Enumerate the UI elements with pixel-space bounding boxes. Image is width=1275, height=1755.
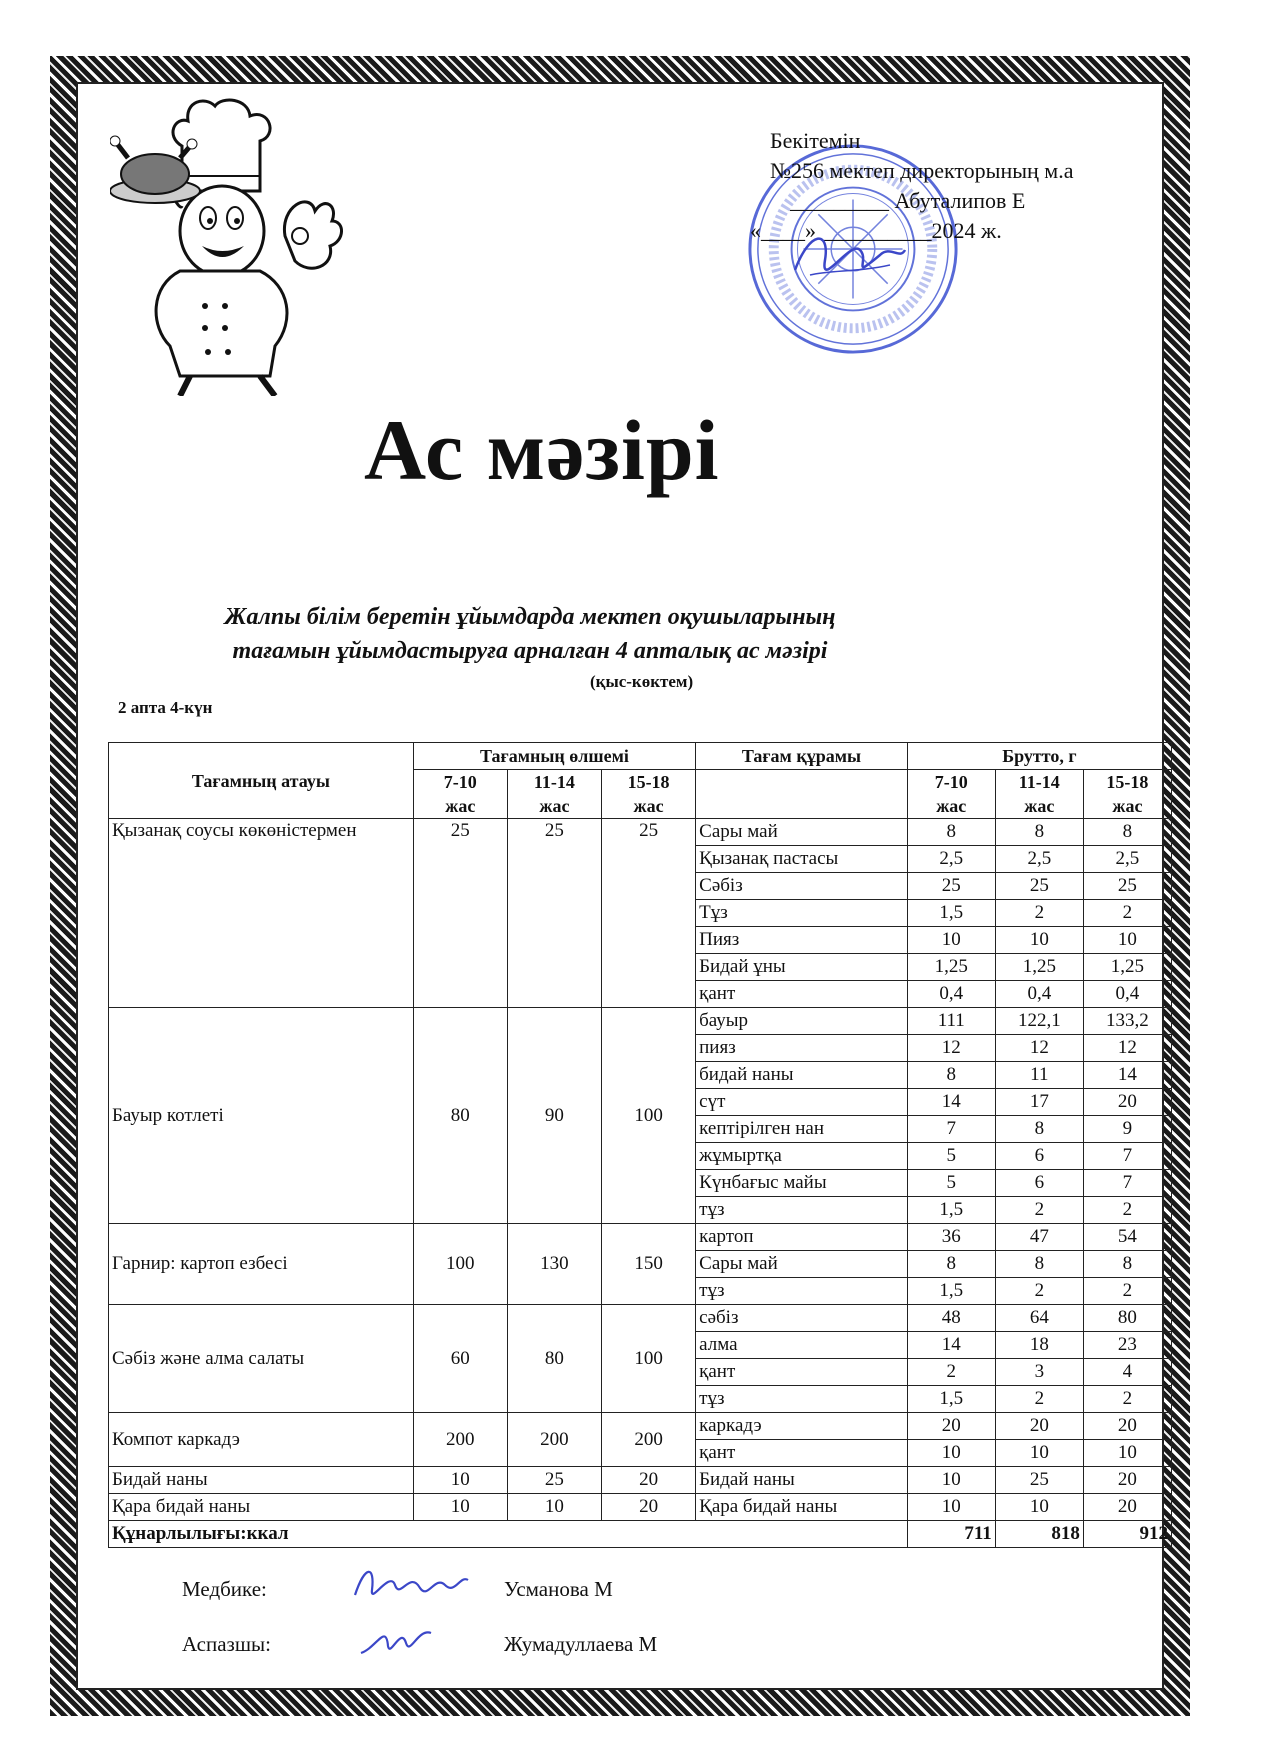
header-dish-name: Тағамның атауы bbox=[109, 743, 414, 819]
brutto-7-10: 1,5 bbox=[907, 1197, 995, 1224]
brutto-11-14: 2 bbox=[995, 1386, 1083, 1413]
brutto-11-14: 0,4 bbox=[995, 981, 1083, 1008]
brutto-7-10: 1,5 bbox=[907, 900, 995, 927]
header-composition-blank bbox=[696, 770, 908, 819]
subtitle-line-2: тағамын ұйымдастыруға арналған 4 апталық ас мәзірі bbox=[232, 638, 828, 664]
table-row bbox=[109, 1008, 1172, 1035]
brutto-11-14: 10 bbox=[995, 927, 1083, 954]
brutto-11-14: 2 bbox=[995, 1278, 1083, 1305]
ingredient-name: бидай наны bbox=[696, 1062, 908, 1089]
menu-table bbox=[108, 742, 1172, 1548]
brutto-7-10: 2 bbox=[907, 1359, 995, 1386]
ingredient-name: Тұз bbox=[696, 900, 908, 927]
brutto-7-10: 36 bbox=[907, 1224, 995, 1251]
header-brutto-age-15-18: 15-18 жас bbox=[1083, 770, 1171, 819]
brutto-15-18: 20 bbox=[1083, 1089, 1171, 1116]
portion-7-10: 100 bbox=[413, 1224, 507, 1305]
table-row bbox=[109, 1467, 1172, 1494]
ingredient-name: Сары май bbox=[696, 819, 908, 846]
portion-15-18: 200 bbox=[602, 1413, 696, 1467]
brutto-15-18: 20 bbox=[1083, 1467, 1171, 1494]
cook-signature bbox=[356, 1618, 436, 1660]
portion-15-18: 25 bbox=[602, 819, 696, 1008]
nurse-name: Усманова М bbox=[504, 1577, 613, 1601]
brutto-7-10: 1,5 bbox=[907, 1278, 995, 1305]
brutto-7-10: 10 bbox=[907, 1494, 995, 1521]
ingredient-name: қант bbox=[696, 981, 908, 1008]
brutto-11-14: 2,5 bbox=[995, 846, 1083, 873]
brutto-7-10: 8 bbox=[907, 1062, 995, 1089]
brutto-7-10: 1,5 bbox=[907, 1386, 995, 1413]
chef-illustration bbox=[110, 96, 370, 396]
brutto-15-18: 4 bbox=[1083, 1359, 1171, 1386]
brutto-15-18: 9 bbox=[1083, 1116, 1171, 1143]
brutto-15-18: 80 bbox=[1083, 1305, 1171, 1332]
ingredient-name: Бидай наны bbox=[696, 1467, 908, 1494]
portion-15-18: 20 bbox=[602, 1494, 696, 1521]
portion-7-10: 200 bbox=[413, 1413, 507, 1467]
ingredient-name: қант bbox=[696, 1440, 908, 1467]
ingredient-name: тұз bbox=[696, 1386, 908, 1413]
ingredient-name: Сары май bbox=[696, 1251, 908, 1278]
brutto-11-14: 6 bbox=[995, 1170, 1083, 1197]
portion-11-14: 200 bbox=[507, 1413, 601, 1467]
portion-7-10: 10 bbox=[413, 1467, 507, 1494]
brutto-7-10: 10 bbox=[907, 1467, 995, 1494]
brutto-7-10: 8 bbox=[907, 819, 995, 846]
brutto-15-18: 8 bbox=[1083, 1251, 1171, 1278]
brutto-7-10: 25 bbox=[907, 873, 995, 900]
brutto-7-10: 10 bbox=[907, 927, 995, 954]
portion-11-14: 10 bbox=[507, 1494, 601, 1521]
portion-11-14: 25 bbox=[507, 1467, 601, 1494]
brutto-15-18: 10 bbox=[1083, 1440, 1171, 1467]
brutto-15-18: 14 bbox=[1083, 1062, 1171, 1089]
brutto-15-18: 12 bbox=[1083, 1035, 1171, 1062]
brutto-7-10: 2,5 bbox=[907, 846, 995, 873]
ingredient-name: Пияз bbox=[696, 927, 908, 954]
approval-heading: Бекітемін bbox=[770, 128, 861, 153]
dish-name: Қара бидай наны bbox=[109, 1494, 414, 1521]
table-row bbox=[109, 1305, 1172, 1332]
brutto-15-18: 2,5 bbox=[1083, 846, 1171, 873]
brutto-15-18: 10 bbox=[1083, 927, 1171, 954]
brutto-11-14: 2 bbox=[995, 1197, 1083, 1224]
total-row bbox=[109, 1521, 1172, 1548]
ingredient-name: картоп bbox=[696, 1224, 908, 1251]
brutto-7-10: 48 bbox=[907, 1305, 995, 1332]
brutto-15-18: 2 bbox=[1083, 900, 1171, 927]
ingredient-name: кептірілген нан bbox=[696, 1116, 908, 1143]
day-label: 2 апта 4-күн bbox=[118, 698, 213, 717]
nurse-role: Медбике: bbox=[182, 1577, 267, 1601]
brutto-11-14: 17 bbox=[995, 1089, 1083, 1116]
table-row bbox=[109, 1224, 1172, 1251]
brutto-11-14: 2 bbox=[995, 900, 1083, 927]
brutto-7-10: 20 bbox=[907, 1413, 995, 1440]
ingredient-name: жұмыртқа bbox=[696, 1143, 908, 1170]
portion-15-18: 20 bbox=[602, 1467, 696, 1494]
brutto-11-14: 6 bbox=[995, 1143, 1083, 1170]
brutto-7-10: 14 bbox=[907, 1332, 995, 1359]
ingredient-name: тұз bbox=[696, 1278, 908, 1305]
brutto-7-10: 10 bbox=[907, 1440, 995, 1467]
subtitle-line-1: Жалпы білім беретін ұйымдарда мектеп оқушыларының bbox=[224, 604, 836, 630]
brutto-15-18: 2 bbox=[1083, 1386, 1171, 1413]
ingredient-name: Қара бидай наны bbox=[696, 1494, 908, 1521]
brutto-7-10: 5 bbox=[907, 1143, 995, 1170]
ingredient-name: Күнбағыс майы bbox=[696, 1170, 908, 1197]
table-row bbox=[109, 1494, 1172, 1521]
portion-11-14: 90 bbox=[507, 1008, 601, 1224]
brutto-11-14: 8 bbox=[995, 1251, 1083, 1278]
total-label: Құнарлылығы:ккал bbox=[109, 1521, 908, 1548]
brutto-7-10: 8 bbox=[907, 1251, 995, 1278]
brutto-11-14: 25 bbox=[995, 1467, 1083, 1494]
brutto-7-10: 1,25 bbox=[907, 954, 995, 981]
ingredient-name: пияз bbox=[696, 1035, 908, 1062]
total-kcal-2: 818 bbox=[995, 1521, 1083, 1548]
ingredient-name: бауыр bbox=[696, 1008, 908, 1035]
brutto-15-18: 1,25 bbox=[1083, 954, 1171, 981]
brutto-7-10: 111 bbox=[907, 1008, 995, 1035]
ingredient-name: қант bbox=[696, 1359, 908, 1386]
dish-name: Бауыр котлеті bbox=[109, 1008, 414, 1224]
brutto-15-18: 2 bbox=[1083, 1197, 1171, 1224]
portion-7-10: 25 bbox=[413, 819, 507, 1008]
brutto-11-14: 10 bbox=[995, 1440, 1083, 1467]
header-composition: Тағам құрамы bbox=[696, 743, 908, 770]
brutto-11-14: 11 bbox=[995, 1062, 1083, 1089]
brutto-15-18: 7 bbox=[1083, 1143, 1171, 1170]
cook-role: Аспазшы: bbox=[182, 1632, 271, 1656]
brutto-7-10: 12 bbox=[907, 1035, 995, 1062]
portion-15-18: 100 bbox=[602, 1305, 696, 1413]
brutto-7-10: 0,4 bbox=[907, 981, 995, 1008]
brutto-15-18: 7 bbox=[1083, 1170, 1171, 1197]
cook-name: Жумадуллаева М bbox=[504, 1632, 658, 1656]
brutto-15-18: 20 bbox=[1083, 1494, 1171, 1521]
portion-11-14: 25 bbox=[507, 819, 601, 1008]
ingredient-name: Сәбіз bbox=[696, 873, 908, 900]
ingredient-name: сүт bbox=[696, 1089, 908, 1116]
brutto-11-14: 3 bbox=[995, 1359, 1083, 1386]
dish-name: Гарнир: картоп езбесі bbox=[109, 1224, 414, 1305]
ingredient-name: каркадэ bbox=[696, 1413, 908, 1440]
approval-position: №256 мектеп директорының м.а bbox=[770, 158, 1074, 183]
brutto-11-14: 10 bbox=[995, 1494, 1083, 1521]
dish-name: Қызанақ соусы көкөністермен bbox=[109, 819, 414, 1008]
approval-date: «____» __________2024 ж. bbox=[750, 218, 1002, 243]
dish-name: Сәбіз және алма салаты bbox=[109, 1305, 414, 1413]
brutto-11-14: 8 bbox=[995, 1116, 1083, 1143]
portion-15-18: 100 bbox=[602, 1008, 696, 1224]
table-row bbox=[109, 819, 1172, 846]
brutto-11-14: 1,25 bbox=[995, 954, 1083, 981]
brutto-11-14: 18 bbox=[995, 1332, 1083, 1359]
menu-table-body bbox=[109, 819, 1172, 1548]
dish-name: Компот каркадэ bbox=[109, 1413, 414, 1467]
brutto-15-18: 54 bbox=[1083, 1224, 1171, 1251]
header-portion-size: Тағамның өлшемі bbox=[413, 743, 695, 770]
brutto-15-18: 0,4 bbox=[1083, 981, 1171, 1008]
brutto-11-14: 12 bbox=[995, 1035, 1083, 1062]
table-row bbox=[109, 1413, 1172, 1440]
page-title: Ас мәзірі bbox=[364, 402, 720, 498]
header-brutto-age-11-14: 11-14 жас bbox=[995, 770, 1083, 819]
portion-7-10: 60 bbox=[413, 1305, 507, 1413]
ingredient-name: тұз bbox=[696, 1197, 908, 1224]
portion-15-18: 150 bbox=[602, 1224, 696, 1305]
brutto-15-18: 25 bbox=[1083, 873, 1171, 900]
brutto-15-18: 133,2 bbox=[1083, 1008, 1171, 1035]
portion-7-10: 10 bbox=[413, 1494, 507, 1521]
brutto-11-14: 122,1 bbox=[995, 1008, 1083, 1035]
brutto-15-18: 20 bbox=[1083, 1413, 1171, 1440]
ingredient-name: Бидай ұны bbox=[696, 954, 908, 981]
brutto-15-18: 8 bbox=[1083, 819, 1171, 846]
brutto-15-18: 23 bbox=[1083, 1332, 1171, 1359]
brutto-7-10: 14 bbox=[907, 1089, 995, 1116]
approval-director: _________ Абуталипов Е bbox=[790, 188, 1026, 213]
portion-11-14: 130 bbox=[507, 1224, 601, 1305]
dish-name: Бидай наны bbox=[109, 1467, 414, 1494]
header-age-7-10: 7-10 жас bbox=[413, 770, 507, 819]
brutto-11-14: 64 bbox=[995, 1305, 1083, 1332]
brutto-11-14: 20 bbox=[995, 1413, 1083, 1440]
brutto-11-14: 25 bbox=[995, 873, 1083, 900]
menu-subtitle bbox=[120, 600, 940, 668]
portion-11-14: 80 bbox=[507, 1305, 601, 1413]
season-label: (қыс-көктем) bbox=[590, 672, 694, 691]
total-kcal-3: 912 bbox=[1083, 1521, 1171, 1548]
portion-7-10: 80 bbox=[413, 1008, 507, 1224]
brutto-11-14: 8 bbox=[995, 819, 1083, 846]
ingredient-name: сәбіз bbox=[696, 1305, 908, 1332]
header-age-11-14: 11-14 жас bbox=[507, 770, 601, 819]
brutto-15-18: 2 bbox=[1083, 1278, 1171, 1305]
brutto-7-10: 5 bbox=[907, 1170, 995, 1197]
header-brutto-age-7-10: 7-10 жас bbox=[907, 770, 995, 819]
nurse-signature bbox=[350, 1560, 470, 1606]
header-brutto: Брутто, г bbox=[907, 743, 1171, 770]
total-kcal-1: 711 bbox=[907, 1521, 995, 1548]
ingredient-name: алма bbox=[696, 1332, 908, 1359]
header-age-15-18: 15-18 жас bbox=[602, 770, 696, 819]
ingredient-name: Қызанақ пастасы bbox=[696, 846, 908, 873]
director-signature bbox=[790, 220, 910, 300]
brutto-7-10: 7 bbox=[907, 1116, 995, 1143]
brutto-11-14: 47 bbox=[995, 1224, 1083, 1251]
